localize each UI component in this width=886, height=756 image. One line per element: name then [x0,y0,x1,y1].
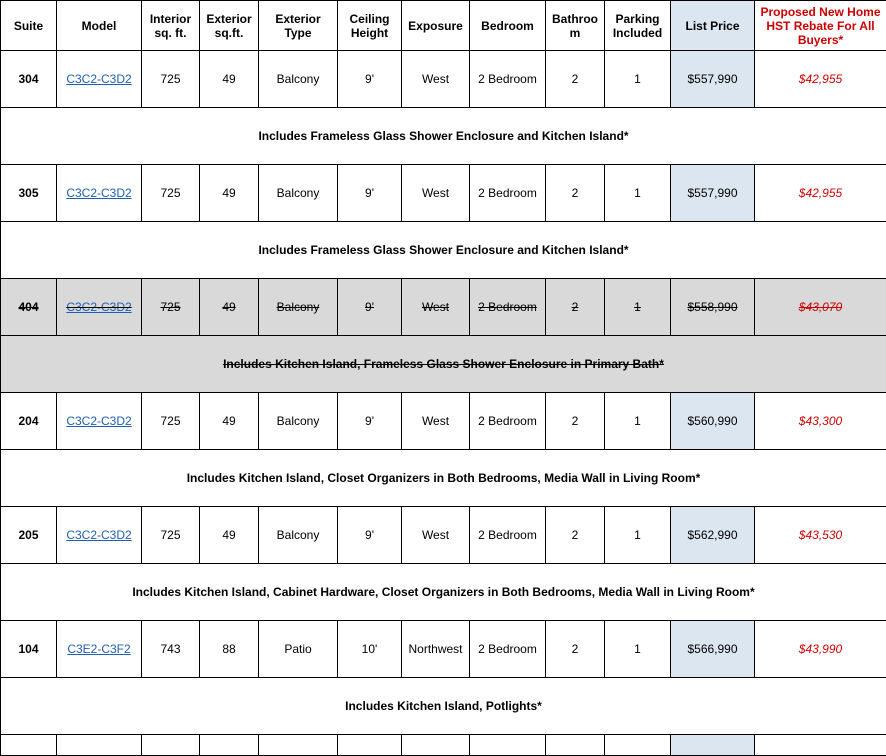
header-ceiling: Ceiling Height [338,1,402,51]
header-row [1,1,886,51]
header-bathroom: Bathroo m [546,1,605,51]
header-list-price: List Price [671,1,755,51]
rebate-cell: $42,955 [755,51,886,108]
rebate-cell: $43,530 [755,507,886,564]
ceiling-cell: 9' [338,165,402,222]
suite-cell: 304 [1,51,57,108]
header-rebate: Proposed New Home HST Rebate For All Buyers* [755,1,886,51]
note-row [1,450,886,507]
table-row [1,507,886,564]
exterior-type-cell: Balcony [259,393,338,450]
bathroom-cell: 2 [546,279,605,336]
bedroom-cell: 2 Bedroom [470,51,546,108]
inclusions-note: Includes Kitchen Island, Cabinet Hardware, Closet Organizers in Both Bedrooms, Media Wall in Living Room* [1,564,886,621]
exterior-cell: 49 [200,165,259,222]
parking-cell: 1 [605,393,671,450]
table-row [1,393,886,450]
ceiling-cell: 9' [338,279,402,336]
exterior-cell: 88 [200,621,259,678]
exterior-cell: 49 [200,279,259,336]
model-link[interactable]: C3C2-C3D2 [66,414,131,428]
rebate-cell: $43,070 [755,279,886,336]
interior-cell: 725 [142,393,200,450]
model-cell [57,621,142,678]
header-parking: Parking Included [605,1,671,51]
model-link[interactable]: C3C2-C3D2 [66,300,131,314]
note-row [1,336,886,393]
model-link[interactable]: C3E2-C3F2 [67,642,130,656]
exterior-cell: 49 [200,51,259,108]
exterior-type-cell: Patio [259,621,338,678]
exposure-cell: West [402,393,470,450]
note-row [1,564,886,621]
rebate-cell: $43,300 [755,393,886,450]
exposure-cell: West [402,51,470,108]
note-row [1,108,886,165]
interior-cell: 725 [142,507,200,564]
exterior-type-cell: Balcony [259,279,338,336]
header-exterior-type: Exterior Type [259,1,338,51]
bedroom-cell: 2 Bedroom [470,621,546,678]
list-price-cell: $560,990 [671,393,755,450]
model-cell [57,393,142,450]
inclusions-note: Includes Kitchen Island, Frameless Glass Shower Enclosure in Primary Bath* [1,336,886,393]
list-price-cell: $562,990 [671,507,755,564]
bedroom-cell: 2 Bedroom [470,507,546,564]
ceiling-cell: 9' [338,393,402,450]
header-exterior: Exterior sq.ft. [200,1,259,51]
list-price-cell: $557,990 [671,165,755,222]
model-cell [57,165,142,222]
table-row [1,165,886,222]
bathroom-cell: 2 [546,621,605,678]
model-link[interactable]: C3C2-C3D2 [66,186,131,200]
list-price-cell: $566,990 [671,621,755,678]
parking-cell: 1 [605,507,671,564]
suite-cell: 204 [1,393,57,450]
exposure-cell: Northwest [402,621,470,678]
ceiling-cell: 9' [338,507,402,564]
model-link[interactable]: C3C2-C3D2 [66,528,131,542]
inclusions-note: Includes Frameless Glass Shower Enclosure and Kitchen Island* [1,108,886,165]
table-row [1,51,886,108]
interior-cell: 725 [142,51,200,108]
parking-cell: 1 [605,51,671,108]
suite-cell: 205 [1,507,57,564]
header-model: Model [57,1,142,51]
bathroom-cell: 2 [546,51,605,108]
list-price-cell: $558,990 [671,279,755,336]
rebate-cell: $42,955 [755,165,886,222]
parking-cell: 1 [605,621,671,678]
model-cell [57,507,142,564]
bathroom-cell: 2 [546,165,605,222]
bathroom-cell: 2 [546,507,605,564]
exterior-cell: 49 [200,507,259,564]
bedroom-cell: 2 Bedroom [470,393,546,450]
header-bedroom: Bedroom [470,1,546,51]
parking-cell: 1 [605,165,671,222]
header-interior: Interior sq. ft. [142,1,200,51]
interior-cell: 725 [142,279,200,336]
interior-cell: 725 [142,165,200,222]
model-link[interactable]: C3C2-C3D2 [66,72,131,86]
suite-cell: 104 [1,621,57,678]
inclusions-note: Includes Kitchen Island, Potlights* [1,678,886,735]
exterior-cell: 49 [200,393,259,450]
exposure-cell: West [402,507,470,564]
inclusions-note: Includes Kitchen Island, Closet Organizers in Both Bedrooms, Media Wall in Living Room* [1,450,886,507]
exterior-type-cell: Balcony [259,51,338,108]
header-exposure: Exposure [402,1,470,51]
table-row [1,621,886,678]
inclusions-note: Includes Frameless Glass Shower Enclosure and Kitchen Island* [1,222,886,279]
parking-cell: 1 [605,279,671,336]
ceiling-cell: 10' [338,621,402,678]
bedroom-cell: 2 Bedroom [470,165,546,222]
note-row [1,222,886,279]
interior-cell: 743 [142,621,200,678]
ceiling-cell: 9' [338,51,402,108]
suite-cell: 404 [1,279,57,336]
exposure-cell: West [402,279,470,336]
bedroom-cell: 2 Bedroom [470,279,546,336]
model-cell [57,279,142,336]
model-cell [57,51,142,108]
exterior-type-cell: Balcony [259,165,338,222]
exterior-type-cell: Balcony [259,507,338,564]
bathroom-cell: 2 [546,393,605,450]
list-price-cell: $557,990 [671,51,755,108]
exposure-cell: West [402,165,470,222]
table-row [1,279,886,336]
rebate-cell: $43,990 [755,621,886,678]
suite-cell: 305 [1,165,57,222]
header-suite: Suite [1,1,57,51]
note-row [1,678,886,735]
